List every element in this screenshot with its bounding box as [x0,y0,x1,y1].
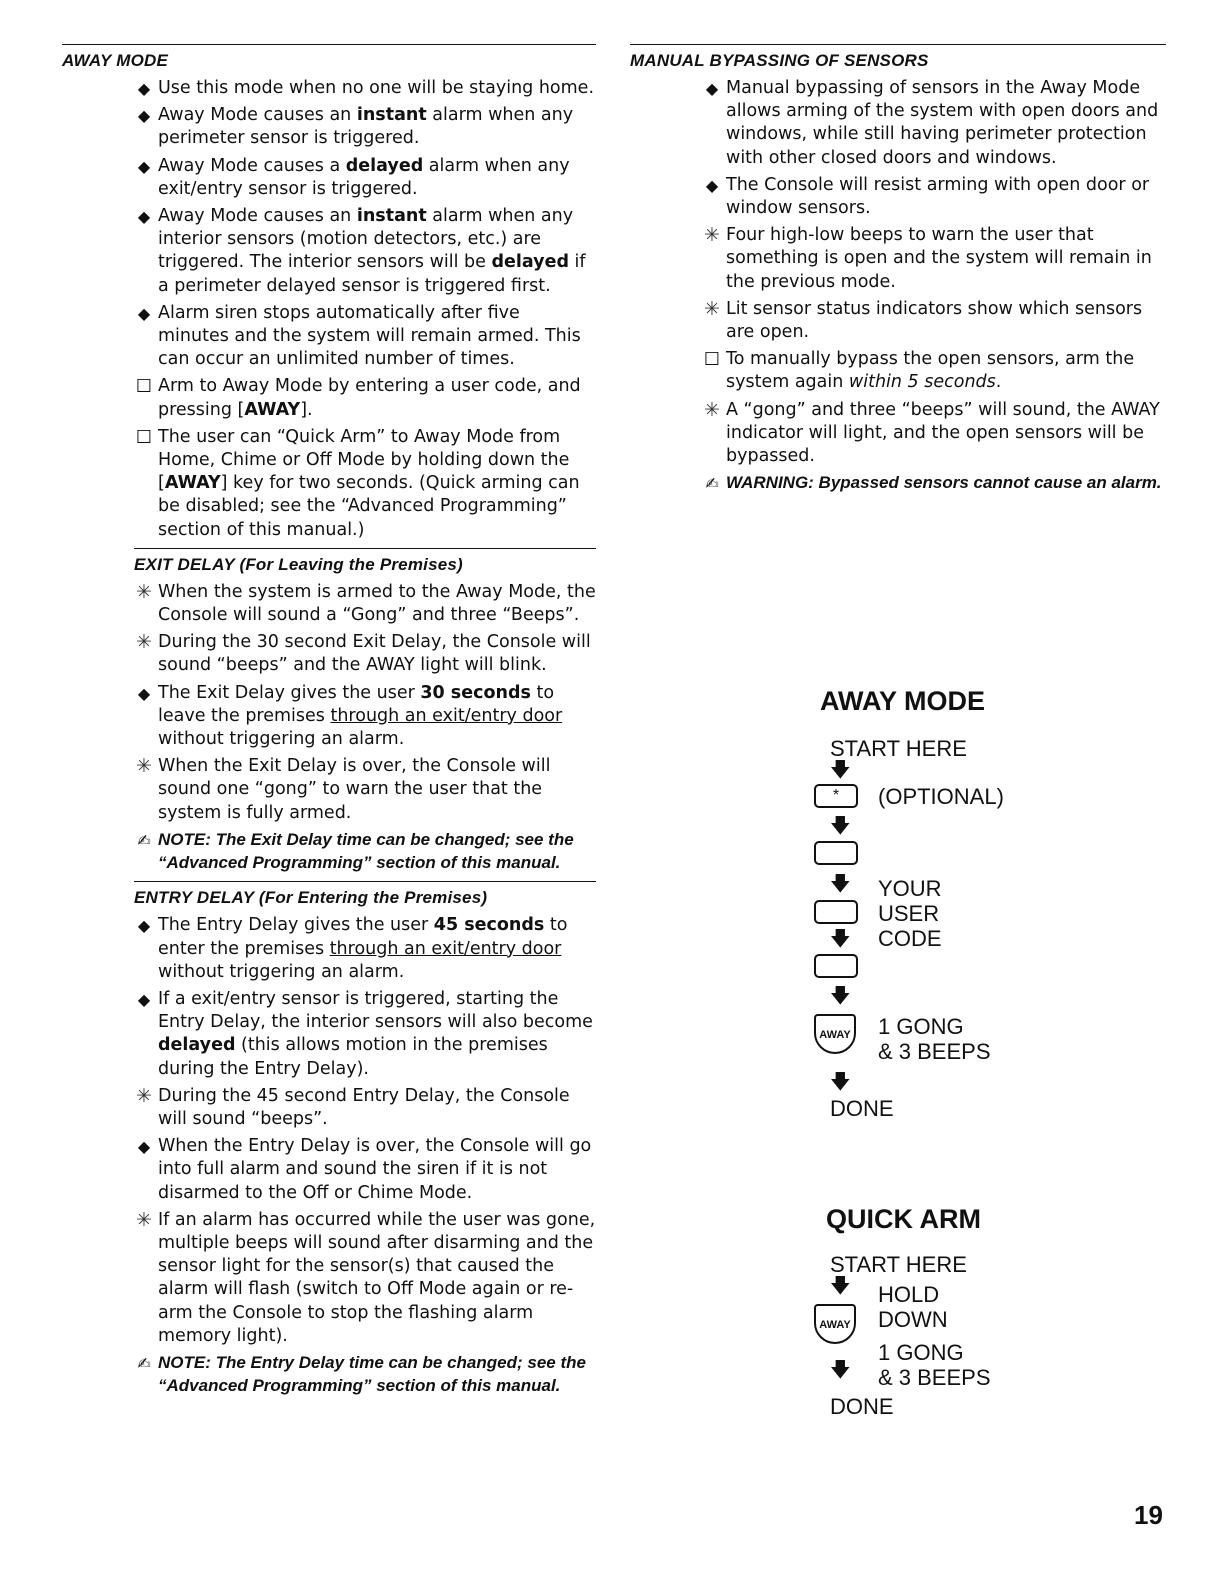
list-item [134,375,596,421]
hand-bullet-icon: ✍ [137,1353,151,1373]
list-item [134,988,596,1081]
list-item [702,399,1166,469]
diamond-bullet-icon: ◆ [137,79,151,98]
down-arrow-icon: 🡇 [830,1359,851,1381]
away-mode-flowchart [810,686,1070,1126]
diamond-bullet-icon: ◆ [137,916,151,936]
list-item-text: The user can “Quick Arm” to Away Mode from Home, Chime or Off Mode by holding down the [AWAY] key for two seconds. (Quick arming can be disabled; see the “Advanced Programming” section of this manual.) [158,426,580,540]
star-bullet-icon: ✳ [136,755,152,778]
star-bullet-icon: ✳ [136,580,152,603]
list-item [134,77,596,100]
start-here-label: START HERE [830,736,967,761]
down-arrow-icon: 🡇 [830,1071,851,1093]
diamond-bullet-icon: ◆ [137,683,151,703]
list-item-text: The Entry Delay gives the user 45 seconds to enter the premises through an exit/entry door without triggering an alarm. [158,915,568,982]
note-item [134,1352,596,1398]
list-item-text: Use this mode when no one will be staying home. [158,78,595,98]
box-bullet-icon: ☐ [703,349,721,371]
section-rule [62,44,596,45]
down-arrow-icon: 🡇 [830,985,851,1007]
entry-delay-list [134,914,596,1398]
list-item-text: If an alarm has occurred while the user was gone, multiple beeps will sound after disarming and the sensor light for the sensor(s) that caused the alarm will flash (switch to Off Mode again or re-arm the Console to stop the flashing alarm memory light). [158,1209,596,1346]
list-item [134,302,596,372]
page-number: 19 [1134,1500,1163,1530]
quick-arm-flowchart [810,1204,1070,1424]
list-item [702,348,1166,394]
star-bullet-icon: ✳ [704,224,720,247]
hand-bullet-icon: ✍ [705,474,719,494]
left-column [62,44,596,1402]
gong-label: 1 GONG [878,1340,964,1365]
diamond-bullet-icon: ◆ [705,175,719,195]
gong-label: 1 GONG [878,1014,964,1039]
list-item-text: The Console will resist arming with open door or window sensors. [726,174,1150,219]
list-item-text: Alarm siren stops automatically after five minutes and the system will remain armed. This can occur an unlimited number of times. [158,302,581,370]
list-item-text: Arm to Away Mode by entering a user code, and pressing [AWAY]. [158,376,581,420]
exit-delay-heading: EXIT DELAY (For Leaving the Premises) [134,554,463,574]
your-label: YOUR [878,876,942,901]
down-arrow-icon: 🡇 [830,873,851,895]
list-item [134,1135,596,1205]
list-item-text: When the system is armed to the Away Mode, the Console will sound a “Gong” and three “Beeps”. [158,581,596,626]
manual-bypass-heading: MANUAL BYPASSING OF SENSORS [630,51,929,70]
quick-flow-title: QUICK ARM [826,1204,981,1234]
code-label: CODE [878,926,942,951]
code-key [814,841,858,865]
done-label: DONE [830,1394,894,1419]
list-item [702,174,1166,220]
list-item-text: When the Entry Delay is over, the Console will go into full alarm and sound the siren if it is not disarmed to the Off or Chime Mode. [158,1136,592,1203]
list-item [134,205,596,298]
down-arrow-icon: 🡇 [830,815,851,837]
list-item [134,1085,596,1131]
entry-delay-section [134,881,596,1398]
section-rule [630,44,1166,45]
list-item [702,224,1166,294]
list-item-text: The Exit Delay gives the user 30 seconds to leave the premises through an exit/entry door without triggering an alarm. [158,682,563,750]
list-item [134,426,596,542]
list-item-text: If a exit/entry sensor is triggered, starting the Entry Delay, the interior sensors will also become delayed (this allows motion in the premises during the Entry Delay). [158,988,593,1079]
away-key: AWAY [814,1014,856,1054]
list-item [134,155,596,201]
diamond-bullet-icon: ◆ [137,106,151,126]
list-item [702,77,1166,170]
diamond-bullet-icon: ◆ [137,1137,151,1157]
note-text: NOTE: The Exit Delay time can be changed; see the “Advanced Programming” section of this manual. [158,829,574,873]
list-item [134,1209,596,1348]
star-bullet-icon: ✳ [704,398,720,421]
list-item-text: Lit sensor status indicators show which sensors are open. [726,298,1143,343]
list-item-text: Away Mode causes a delayed alarm when any exit/entry sensor is triggered. [158,155,570,199]
list-item-text: Manual bypassing of sensors in the Away Mode allows arming of the system with open doors and windows, while still having perimeter protection with other closed doors and windows. [726,78,1159,168]
list-item-text: During the 30 second Exit Delay, the Console will sound “beeps” and the AWAY light will blink. [158,632,591,676]
list-item [134,914,596,984]
right-column [630,44,1166,499]
beeps-label: & 3 BEEPS [878,1365,991,1390]
away-key: AWAY [814,1304,856,1344]
star-bullet-icon: ✳ [704,297,720,320]
start-here-label: START HERE [830,1252,967,1277]
diamond-bullet-icon: ◆ [137,989,151,1009]
hand-bullet-icon: ✍ [137,830,151,850]
list-item-text: Away Mode causes an instant alarm when any perimeter sensor is triggered. [158,105,574,149]
list-item-text: A “gong” and three “beeps” will sound, the AWAY indicator will light, and the open sensors will be bypassed. [726,399,1160,467]
section-rule [134,548,596,549]
list-item-text: To manually bypass the open sensors, arm the system again within 5 seconds. [726,349,1135,393]
box-bullet-icon: ☐ [135,376,153,398]
list-item-text: When the Exit Delay is over, the Console will sound one “gong” to warn the user that the system is fully armed. [158,756,551,823]
star-key: * [814,784,858,808]
code-key [814,954,858,978]
list-item [134,631,596,677]
list-item-text: Away Mode causes an instant alarm when any interior sensors (motion detectors, etc.) are triggered. The interior sensors will be delayed if a perimeter delayed sensor is triggered first. [158,206,586,296]
star-bullet-icon: ✳ [136,1208,152,1231]
note-text: NOTE: The Entry Delay time can be changed; see the “Advanced Programming” section of this manual. [158,1352,586,1396]
diamond-bullet-icon: ◆ [137,156,151,176]
box-bullet-icon: ☐ [135,426,153,448]
manual-bypass-list [702,77,1166,495]
note-item [702,472,1166,495]
diamond-bullet-icon: ◆ [137,207,151,227]
away-mode-list [134,77,596,542]
section-rule [134,881,596,882]
list-item [134,682,596,752]
down-arrow-icon: 🡇 [830,759,851,781]
diamond-bullet-icon: ◆ [705,79,719,98]
entry-delay-heading: ENTRY DELAY (For Entering the Premises) [134,888,488,908]
down-arrow-icon: 🡇 [830,928,851,950]
list-item [134,581,596,627]
note-text: WARNING: Bypassed sensors cannot cause an alarm. [726,473,1162,493]
list-item [134,104,596,150]
list-item [134,755,596,825]
user-label: USER [878,901,940,926]
hold-label: HOLD [878,1282,940,1307]
optional-label: (OPTIONAL) [878,784,1004,809]
beeps-label: & 3 BEEPS [878,1039,991,1064]
down-label: DOWN [878,1307,948,1332]
diamond-bullet-icon: ◆ [137,303,151,323]
code-key [814,900,858,924]
list-item-text: Four high-low beeps to warn the user that something is open and the system will remain in the previous mode. [726,225,1152,292]
down-arrow-icon: 🡇 [830,1275,851,1297]
exit-delay-section [134,548,596,875]
done-label: DONE [830,1096,894,1121]
list-item [702,298,1166,344]
star-bullet-icon: ✳ [136,1084,152,1107]
list-item-text: During the 45 second Entry Delay, the Console will sound “beeps”. [158,1085,570,1129]
exit-delay-list [134,581,596,875]
note-item [134,829,596,875]
away-flow-title: AWAY MODE [820,686,986,716]
star-bullet-icon: ✳ [136,631,152,654]
away-mode-heading: AWAY MODE [62,51,169,70]
